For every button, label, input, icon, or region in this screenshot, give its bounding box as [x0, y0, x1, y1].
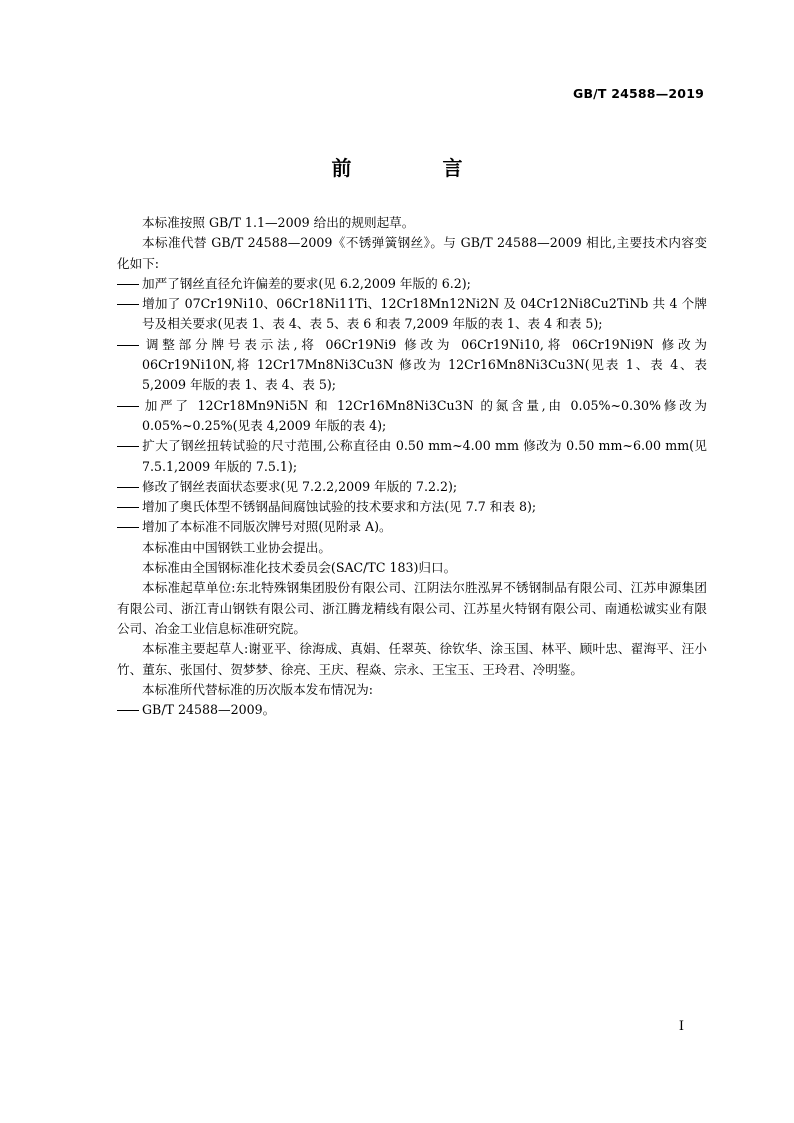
list-item — [117, 274, 707, 294]
paragraph-committee: 本标准由全国钢标准化技术委员会(SAC/TC 183)归口。 — [142, 560, 457, 576]
page-number: I — [678, 1019, 684, 1034]
paragraph-drafting-rules: 本标准按照 GB/T 1.1—2009 给出的规则起草。 — [142, 215, 415, 230]
dash-marker — [117, 477, 142, 497]
dash-marker — [117, 396, 142, 416]
dash-marker — [117, 497, 142, 517]
paragraph-replaces: 本标准代替 GB/T 24588—2009《不锈弹簧钢丝》。与 GB/T 24588—2009 相比,主要技术内容变化如下: — [117, 235, 707, 271]
paragraph-drafting-units: 本标准起草单位:东北特殊钢集团股份有限公司、江阴法尔胜泓昇不锈钢制品有限公司、江苏申源集团有限公司、浙江青山钢铁有限公司、浙江腾龙精线有限公司、江苏星火特钢有限公司、南通松诚实业有限公司、冶金工业信息标准研究院。 — [117, 580, 707, 636]
dash-marker — [117, 335, 142, 355]
list-item — [117, 477, 707, 497]
paragraph-history-intro: 本标准所代替标准的历次版本发布情况为: — [142, 681, 373, 697]
list-item — [117, 517, 707, 537]
page-title: 前 言 — [331, 156, 505, 180]
list-item — [117, 700, 707, 720]
list-item — [117, 436, 707, 477]
change-item-text: 加严了 12Cr18Mn9Ni5N 和 12Cr16Mn8Ni3Cu3N 的氮含量,由 0.05%~0.30%修改为 0.05%~0.25%(见表 4,2009 年版的表 4); — [142, 397, 707, 433]
foreword-body — [117, 213, 707, 720]
change-item-text: 扩大了钢丝扭转试验的尺寸范围,公称直径由 0.50 mm~4.00 mm 修改为 0.50 mm~6.00 mm(见 7.5.1,2009 年版的 7.5.1); — [142, 438, 707, 474]
dash-marker — [117, 700, 142, 720]
list-item — [117, 294, 707, 335]
dash-marker — [117, 517, 142, 537]
paragraph-drafters: 本标准主要起草人:谢亚平、徐海成、真娟、任翠英、徐钦华、涂玉国、林平、顾叶忠、翟海平、汪小竹、董东、张国付、贺梦梦、徐亮、王庆、程焱、宗永、王宝玉、王玲君、冷明鉴。 — [117, 641, 707, 677]
change-item-text: 修改了钢丝表面状态要求(见 7.2.2,2009 年版的 7.2.2); — [142, 478, 458, 494]
change-item-text: 增加了 07Cr19Ni10、06Cr18Ni11Ti、12Cr18Mn12Ni2N 及 04Cr12Ni8Cu2TiNb 共 4 个牌号及相关要求(见表 1、表 4、表 5、表 6 和表 7,2009 年版的表 1、表 4 和表 5); — [142, 296, 707, 332]
change-item-text: 调整部分牌号表示法,将 06Cr19Ni9 修改为 06Cr19Ni10,将 06Cr19Ni9N 修改为 06Cr19Ni10N,将 12Cr17Mn8Ni3Cu3N 修改为 12Cr16Mn8Ni3Cu3N(见表 1、表 4、表 5,2009 年版的表 1、表 4、表 5); — [142, 336, 707, 393]
dash-marker — [117, 436, 142, 456]
standard-code-header: GB/T 24588—2019 — [572, 86, 704, 101]
change-item-text: 增加了奥氏体型不锈钢晶间腐蚀试验的技术要求和方法(见 7.7 和表 8); — [142, 499, 537, 515]
list-item — [117, 335, 707, 396]
change-item-text: 加严了钢丝直径允许偏差的要求(见 6.2,2009 年版的 6.2); — [142, 275, 471, 291]
history-item-text: GB/T 24588—2009。 — [142, 702, 276, 718]
list-item — [117, 497, 707, 517]
dash-marker — [117, 274, 142, 294]
paragraph-proposer: 本标准由中国钢铁工业协会提出。 — [142, 539, 331, 555]
dash-marker — [117, 294, 142, 314]
change-item-text: 增加了本标准不同版次牌号对照(见附录 A)。 — [142, 519, 392, 535]
list-item — [117, 396, 707, 437]
